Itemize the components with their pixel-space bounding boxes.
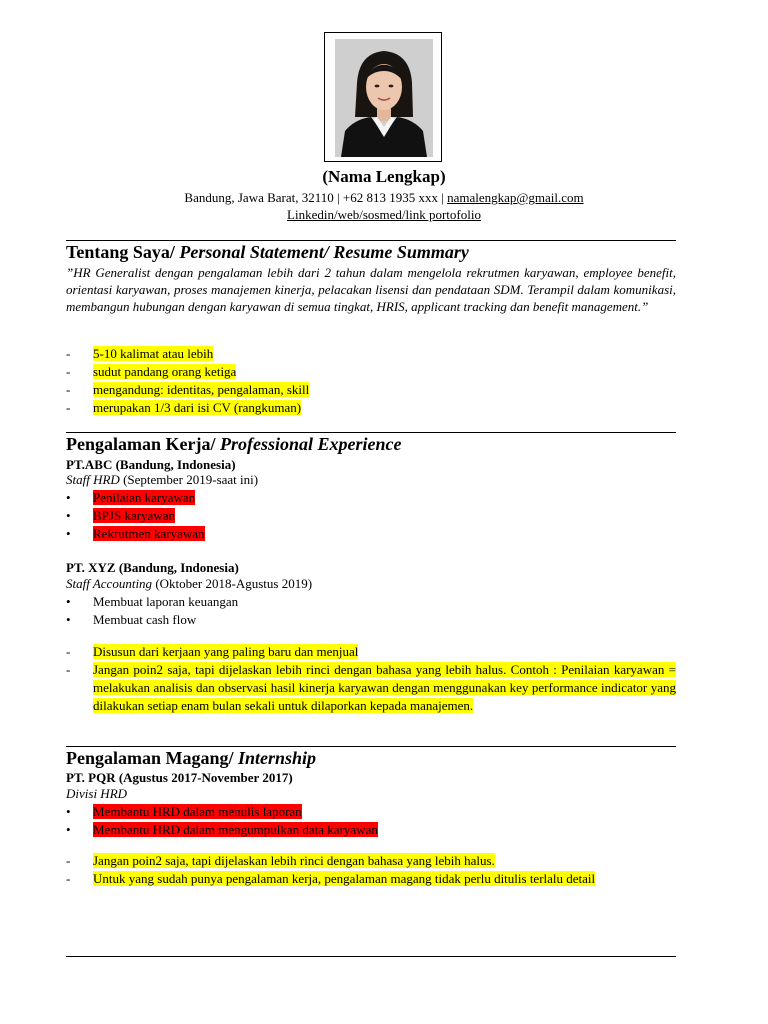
- list-item: - Jangan poin2 saja, tapi dijelaskan lebih rinci dengan bahasa yang lebih halus.: [66, 853, 495, 868]
- section-divider: [66, 240, 676, 241]
- job1-role: Staff HRD (September 2019-saat ini): [66, 472, 259, 487]
- list-item: - mengandung: identitas, pengalaman, skill: [66, 382, 310, 397]
- list-item: • Membuat laporan keuangan: [66, 594, 239, 609]
- summary-text: ”HR Generalist dengan pengalaman lebih dari 2 tahun dalam mengelola rekrutmen karyawan, employee benefit, orientasi karyawan, proses manajemen kinerja, pelacakan lisensi dan pendataan SDM. Terampil dalam komunikasi, membangun hubungan dengan karyawan di semua tingkat, HRIS, applicant tracking dan benefit management.”: [66, 265, 676, 314]
- profile-photo-frame: [324, 32, 442, 162]
- email-link[interactable]: namalengkap@gmail.com: [447, 190, 584, 205]
- list-item: • Membantu HRD dalam menulis laporan: [66, 804, 302, 819]
- section-title-internship: Pengalaman Magang/ Internship: [66, 748, 317, 768]
- list-item: • Membantu HRD dalam mengumpulkan data karyawan: [66, 822, 378, 837]
- job2-tasks-list: [66, 593, 676, 629]
- internship-tips-list: [66, 852, 676, 888]
- list-item: • BPJS karyawan: [66, 508, 175, 523]
- list-item: - sudut pandang orang ketiga: [66, 364, 237, 379]
- contact-info: [0, 189, 768, 223]
- section-divider: [66, 746, 676, 747]
- list-item: - Untuk yang sudah punya pengalaman kerja, pengalaman magang tidak perlu ditulis terlalu detail: [66, 871, 596, 886]
- experience-tips-list: [66, 643, 676, 715]
- section-divider: [66, 432, 676, 433]
- job2-role: Staff Accounting (Oktober 2018-Agustus 2019): [66, 576, 313, 591]
- section-title-summary: Tentang Saya/ Personal Statement/ Resume Summary: [66, 242, 469, 262]
- job1-tasks-list: [66, 489, 676, 543]
- contact-address-phone: Bandung, Jawa Barat, 32110 | +62 813 1935 xxx |: [184, 190, 448, 205]
- job1-company: PT.ABC (Bandung, Indonesia): [66, 457, 236, 472]
- footer-divider: [66, 956, 676, 957]
- full-name: (Nama Lengkap): [322, 167, 446, 186]
- list-item: - Jangan poin2 saja, tapi dijelaskan lebih rinci dengan bahasa yang lebih halus. Contoh : Penilaian karyawan = melakukan analisis dan observasi hasil kinerja karyawan dengan menggunakan key performance indicator yang dilakukan setiap enam bulan sekali untuk dilaporkan kepada manajemen.: [66, 662, 676, 713]
- internship-company: PT. PQR (Agustus 2017-November 2017): [66, 770, 293, 785]
- list-item: - 5-10 kalimat atau lebih: [66, 346, 214, 361]
- list-item: - Disusun dari kerjaan yang paling baru dan menjual: [66, 644, 359, 659]
- list-item: - merupakan 1/3 dari isi CV (rangkuman): [66, 400, 302, 415]
- profile-photo: [335, 39, 433, 157]
- list-item: • Membuat cash flow: [66, 612, 197, 627]
- list-item: • Rekrutmen karyawan: [66, 526, 205, 541]
- list-item: • Penilaian karyawan: [66, 490, 196, 505]
- job2-company: PT. XYZ (Bandung, Indonesia): [66, 560, 239, 575]
- portfolio-link[interactable]: Linkedin/web/sosmed/link portofolio: [287, 207, 481, 222]
- internship-tasks-list: [66, 803, 676, 839]
- section-title-experience: Pengalaman Kerja/ Professional Experience: [66, 434, 402, 454]
- summary-tips-list: [66, 345, 676, 417]
- internship-division: Divisi HRD: [66, 786, 128, 801]
